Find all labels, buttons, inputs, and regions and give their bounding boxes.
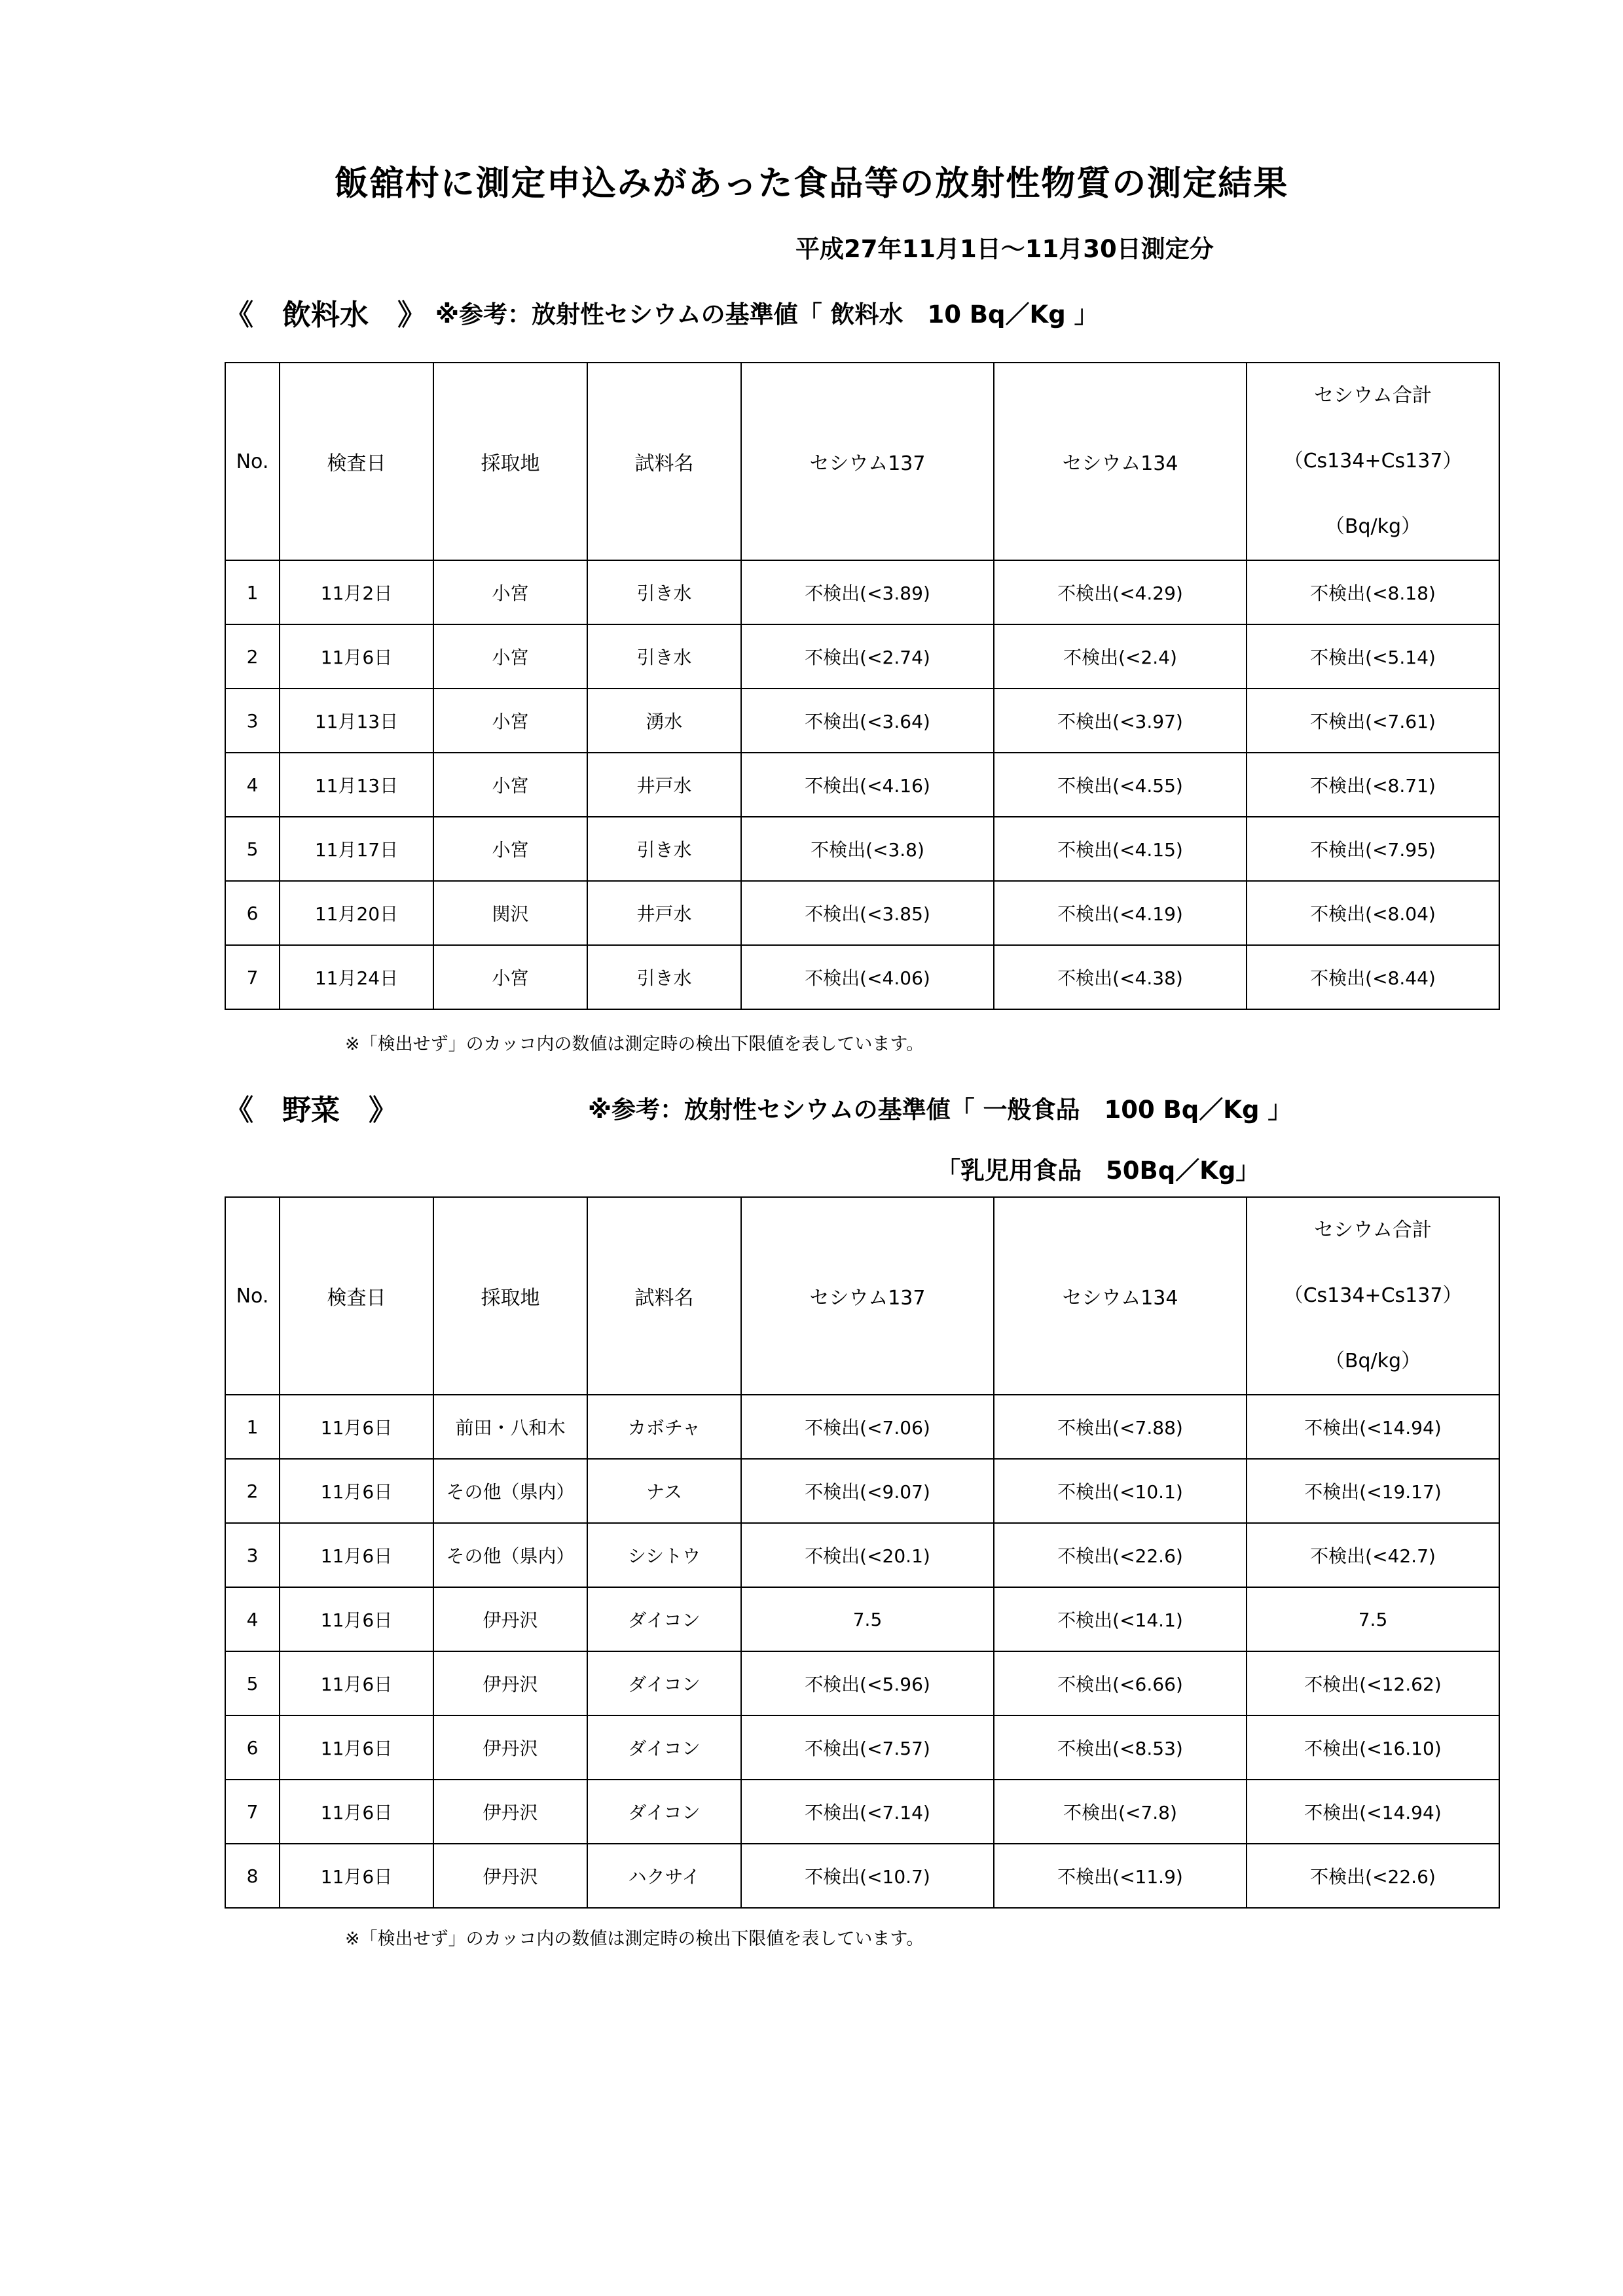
cell-location: 伊丹沢 (433, 1780, 587, 1844)
cell-date: 11月6日 (280, 1587, 433, 1651)
cell-total: 不検出(<7.95) (1247, 817, 1499, 881)
col-header-total (1247, 1197, 1499, 1395)
cell-cs134: 不検出(<7.8) (994, 1780, 1247, 1844)
cell-location: 伊丹沢 (433, 1844, 587, 1908)
cell-date: 11月6日 (280, 1844, 433, 1908)
cell-location: 小宮 (433, 945, 587, 1009)
table-row (225, 1395, 1499, 1459)
col-header-cs137: セシウム137 (741, 1197, 994, 1395)
cell-sample: 引き水 (587, 624, 741, 689)
cell-location: 伊丹沢 (433, 1715, 587, 1780)
cell-date: 11月17日 (280, 817, 433, 881)
cell-date: 11月6日 (280, 1459, 433, 1523)
cell-total: 不検出(<8.18) (1247, 560, 1499, 624)
cell-location: 伊丹沢 (433, 1587, 587, 1651)
vegetables-results-table (225, 1196, 1500, 1909)
cell-cs134: 不検出(<6.66) (994, 1651, 1247, 1715)
cell-total: 不検出(<14.94) (1247, 1780, 1499, 1844)
cell-no: 8 (225, 1844, 280, 1908)
cell-cs134: 不検出(<4.55) (994, 753, 1247, 817)
cell-cs137: 不検出(<7.57) (741, 1715, 994, 1780)
table-row (225, 945, 1499, 1009)
water-results-table (225, 362, 1500, 1010)
total-header-line3: （Bq/kg） (1324, 515, 1421, 538)
cell-total: 不検出(<22.6) (1247, 1844, 1499, 1908)
cell-total: 不検出(<42.7) (1247, 1523, 1499, 1587)
cell-cs134: 不検出(<11.9) (994, 1844, 1247, 1908)
cell-cs137: 不検出(<3.89) (741, 560, 994, 624)
cell-date: 11月6日 (280, 1523, 433, 1587)
cell-no: 2 (225, 1459, 280, 1523)
vegetables-section-heading: 《 野菜 》 (225, 1094, 397, 1127)
cell-total: 不検出(<14.94) (1247, 1395, 1499, 1459)
cell-location: 小宮 (433, 753, 587, 817)
cell-total: 不検出(<16.10) (1247, 1715, 1499, 1780)
cell-total: 不検出(<8.71) (1247, 753, 1499, 817)
cell-cs134: 不検出(<10.1) (994, 1459, 1247, 1523)
table-header-row (225, 363, 1499, 560)
table-row (225, 1844, 1499, 1908)
total-header-line2: （Cs134+Cs137） (1283, 1284, 1463, 1307)
cell-cs137: 不検出(<2.74) (741, 624, 994, 689)
cell-no: 1 (225, 560, 280, 624)
cell-cs137: 不検出(<7.14) (741, 1780, 994, 1844)
table-row (225, 689, 1499, 753)
table-row (225, 1780, 1499, 1844)
infant-food-reference-value: 「乳児用食品 50Bq／Kg」 (936, 1157, 1260, 1185)
cell-sample: ダイコン (587, 1651, 741, 1715)
cell-date: 11月20日 (280, 881, 433, 945)
table-row (225, 1523, 1499, 1587)
cell-date: 11月6日 (280, 1395, 433, 1459)
cell-cs137: 7.5 (741, 1587, 994, 1651)
cell-sample: シシトウ (587, 1523, 741, 1587)
cell-cs137: 不検出(<9.07) (741, 1459, 994, 1523)
cell-no: 7 (225, 1780, 280, 1844)
cell-location: 小宮 (433, 817, 587, 881)
cell-date: 11月6日 (280, 1715, 433, 1780)
cell-cs134: 不検出(<4.15) (994, 817, 1247, 881)
cell-sample: 引き水 (587, 945, 741, 1009)
cell-total: 不検出(<5.14) (1247, 624, 1499, 689)
water-reference-value: ※参考：放射性セシウムの基準値「 飲料水 10 Bq／Kg 」 (435, 300, 1099, 329)
col-header-sample: 試料名 (587, 1197, 741, 1395)
col-header-no: No. (225, 363, 280, 560)
table-row (225, 1651, 1499, 1715)
water-footnote: ※「検出せず」のカッコ内の数値は測定時の検出下限値を表しています。 (345, 1034, 924, 1054)
total-header-line2: （Cs134+Cs137） (1283, 450, 1463, 473)
cell-cs137: 不検出(<3.64) (741, 689, 994, 753)
cell-cs137: 不検出(<20.1) (741, 1523, 994, 1587)
cell-total: 不検出(<7.61) (1247, 689, 1499, 753)
total-header-line1: セシウム合計 (1314, 384, 1432, 407)
cell-location: その他（県内） (433, 1523, 587, 1587)
table-row (225, 881, 1499, 945)
cell-location: 伊丹沢 (433, 1651, 587, 1715)
cell-cs137: 不検出(<3.85) (741, 881, 994, 945)
cell-date: 11月13日 (280, 689, 433, 753)
measurement-period: 平成27年11月1日～11月30日測定分 (795, 235, 1214, 263)
water-section-heading: 《 飲料水 》 (225, 298, 426, 332)
col-header-date: 検査日 (280, 1197, 433, 1395)
cell-date: 11月24日 (280, 945, 433, 1009)
cell-sample: ダイコン (587, 1587, 741, 1651)
cell-cs134: 不検出(<2.4) (994, 624, 1247, 689)
cell-cs134: 不検出(<3.97) (994, 689, 1247, 753)
cell-sample: ダイコン (587, 1780, 741, 1844)
cell-cs134: 不検出(<7.88) (994, 1395, 1247, 1459)
cell-sample: ハクサイ (587, 1844, 741, 1908)
vegetables-footnote: ※「検出せず」のカッコ内の数値は測定時の検出下限値を表しています。 (345, 1929, 924, 1949)
total-header-line1: セシウム合計 (1314, 1219, 1432, 1242)
cell-cs137: 不検出(<7.06) (741, 1395, 994, 1459)
total-header-line3: （Bq/kg） (1324, 1350, 1421, 1372)
cell-sample: ダイコン (587, 1715, 741, 1780)
cell-no: 4 (225, 1587, 280, 1651)
table-row (225, 1459, 1499, 1523)
table-row (225, 1587, 1499, 1651)
cell-total: 不検出(<19.17) (1247, 1459, 1499, 1523)
cell-total: 不検出(<12.62) (1247, 1651, 1499, 1715)
cell-total: 7.5 (1247, 1587, 1499, 1651)
cell-no: 7 (225, 945, 280, 1009)
cell-no: 5 (225, 1651, 280, 1715)
cell-sample: 井戸水 (587, 753, 741, 817)
cell-date: 11月6日 (280, 1780, 433, 1844)
cell-cs137: 不検出(<5.96) (741, 1651, 994, 1715)
cell-cs134: 不検出(<14.1) (994, 1587, 1247, 1651)
cell-location: 関沢 (433, 881, 587, 945)
cell-sample: 湧水 (587, 689, 741, 753)
page-title: 飯舘村に測定申込みがあった食品等の放射性物質の測定結果 (334, 164, 1289, 204)
col-header-location: 採取地 (433, 363, 587, 560)
cell-sample: カボチャ (587, 1395, 741, 1459)
cell-location: 小宮 (433, 624, 587, 689)
table-row (225, 560, 1499, 624)
cell-cs137: 不検出(<3.8) (741, 817, 994, 881)
col-header-cs137: セシウム137 (741, 363, 994, 560)
table-row (225, 1715, 1499, 1780)
cell-location: 小宮 (433, 689, 587, 753)
cell-date: 11月6日 (280, 1651, 433, 1715)
cell-cs134: 不検出(<4.19) (994, 881, 1247, 945)
cell-cs134: 不検出(<4.38) (994, 945, 1247, 1009)
col-header-sample: 試料名 (587, 363, 741, 560)
cell-cs134: 不検出(<4.29) (994, 560, 1247, 624)
col-header-no: No. (225, 1197, 280, 1395)
table-header-row (225, 1197, 1499, 1395)
cell-cs134: 不検出(<8.53) (994, 1715, 1247, 1780)
cell-no: 6 (225, 1715, 280, 1780)
cell-sample: ナス (587, 1459, 741, 1523)
cell-cs134: 不検出(<22.6) (994, 1523, 1247, 1587)
cell-location: 前田・八和木 (433, 1395, 587, 1459)
table-row (225, 817, 1499, 881)
cell-no: 1 (225, 1395, 280, 1459)
cell-no: 3 (225, 689, 280, 753)
cell-sample: 井戸水 (587, 881, 741, 945)
cell-no: 2 (225, 624, 280, 689)
cell-total: 不検出(<8.44) (1247, 945, 1499, 1009)
col-header-cs134: セシウム134 (994, 363, 1247, 560)
cell-no: 6 (225, 881, 280, 945)
cell-date: 11月13日 (280, 753, 433, 817)
cell-cs137: 不検出(<4.06) (741, 945, 994, 1009)
col-header-date: 検査日 (280, 363, 433, 560)
cell-cs137: 不検出(<4.16) (741, 753, 994, 817)
cell-date: 11月2日 (280, 560, 433, 624)
table-row (225, 753, 1499, 817)
cell-no: 3 (225, 1523, 280, 1587)
vegetables-reference-value: ※参考：放射性セシウムの基準値「 一般食品 100 Bq／Kg 」 (588, 1096, 1292, 1124)
col-header-location: 採取地 (433, 1197, 587, 1395)
cell-location: その他（県内） (433, 1459, 587, 1523)
cell-sample: 引き水 (587, 817, 741, 881)
cell-no: 5 (225, 817, 280, 881)
cell-date: 11月6日 (280, 624, 433, 689)
col-header-cs134: セシウム134 (994, 1197, 1247, 1395)
cell-cs137: 不検出(<10.7) (741, 1844, 994, 1908)
cell-sample: 引き水 (587, 560, 741, 624)
table-row (225, 624, 1499, 689)
col-header-total (1247, 363, 1499, 560)
cell-no: 4 (225, 753, 280, 817)
cell-total: 不検出(<8.04) (1247, 881, 1499, 945)
cell-location: 小宮 (433, 560, 587, 624)
